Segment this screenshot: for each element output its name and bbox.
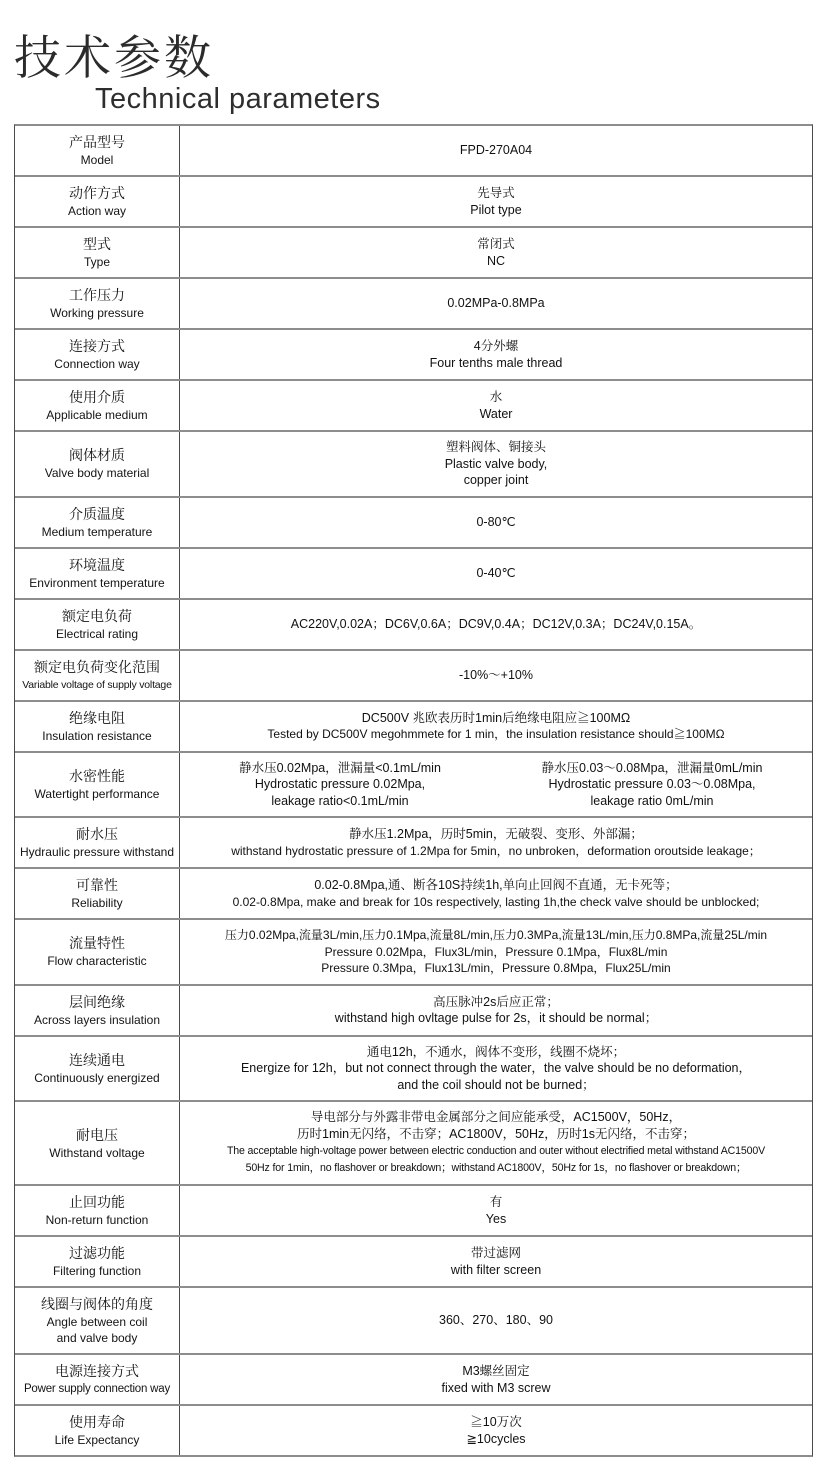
param-label-zh: 介质温度 [69,505,125,522]
table-row [15,818,812,869]
table-row [15,986,812,1037]
table-row [15,1186,812,1237]
page-title-en: Technical parameters [95,83,381,115]
value-line: 高压脉冲2s后应正常； [433,994,559,1009]
param-value-cell [179,432,812,496]
param-value-cell [179,1288,812,1353]
param-label-cell [15,1037,179,1101]
value-line: 先导式 [477,186,515,200]
param-value-cell [179,498,812,547]
param-label-en: Action way [67,204,127,218]
value-line: 导电部分与外露非带电金属部分之间应能承受，AC1500V，50Hz， [310,1110,682,1124]
param-label-en: Across layers insulation [33,1012,161,1027]
param-value-cell [179,1237,812,1286]
value-line: 通电12h，不通水，阀体不变形，线圈不烧坏； [366,1044,626,1059]
value-line: leakage ratio 0mL/min [590,793,714,808]
param-label-cell [15,279,179,328]
param-label-zh: 可靠性 [76,877,118,893]
value-line: withstand high ovltage pulse for 2s，it should be normal； [334,1011,658,1025]
param-label-zh: 使用寿命 [69,1414,125,1430]
param-label-en: Reliability [71,896,123,910]
value-line: 带过滤网 [470,1246,521,1260]
param-label-en: Working pressure [50,306,144,320]
param-label-zh: 使用介质 [69,389,125,405]
value-line: Pressure 0.02Mpa，Flux3L/min，Pressure 0.1Mpa，Flux8L/min [324,944,668,959]
table-row [15,1037,812,1103]
value-line: ≧10万次 [470,1415,522,1429]
param-label-zh: 连续通电 [69,1051,125,1068]
table-row [15,432,812,498]
param-value-cell [179,600,812,649]
table-row [15,279,812,330]
param-label-zh: 环境温度 [69,556,125,573]
param-value-cell [179,126,812,175]
table-row [15,1237,812,1288]
param-label-cell [15,228,179,277]
param-value-cell [179,986,812,1035]
param-label-cell [15,549,179,598]
param-label-en: Power supply connection way [23,1383,171,1395]
param-label-en: Filtering function [52,1264,142,1278]
param-label-cell [15,1186,179,1235]
value-line: The acceptable high-voltage power between electric conduction and outer without electrified metal withstand AC1500V [226,1145,766,1157]
param-label-cell [15,432,179,496]
table-row [15,702,812,753]
param-value-cell [179,753,812,817]
table-row [15,126,812,177]
value-line: 360、270、180、90 [439,1313,553,1328]
param-label-en: Variable voltage of supply voltage [22,678,172,691]
table-row [15,1288,812,1355]
table-row [15,381,812,432]
param-value-cell [179,177,812,226]
param-label-zh: 产品型号 [69,134,125,150]
param-label-en: Valve body material [44,466,150,481]
param-label-en: Model [80,153,114,167]
table-row [15,549,812,600]
value-line: Energize for 12h，but not connect through the water，the valve should be no deformation， [240,1061,752,1075]
value-line: FPD-270A04 [459,143,533,158]
param-label-zh: 额定电负荷变化范围 [34,658,160,675]
param-label-cell [15,1355,179,1404]
param-value-cell [179,381,812,430]
param-label-cell [15,1288,179,1353]
param-label-cell [15,869,179,918]
param-label-en: Connection way [54,357,140,371]
param-label-en: Insulation resistance [42,728,152,743]
param-label-zh: 耐电压 [76,1126,118,1143]
table-row [15,1355,812,1406]
param-value-cell [179,1186,812,1235]
param-value-cell [179,1355,812,1404]
value-line: withstand hydrostatic pressure of 1.2Mpa for 5min，no unbroken，deformation oroutside leakage； [231,843,761,858]
value-line: 50Hz for 1min，no flashover or breakdown；withstand AC1800V，50Hz for 1s，no flashover or breakdown； [245,1162,747,1174]
table-row [15,651,812,702]
value-line: NC [486,253,506,268]
table-row [15,600,812,651]
value-line: 有 [489,1195,503,1209]
table-row [15,1406,812,1455]
value-line: fixed with M3 screw [441,1380,551,1395]
value-line: AC220V,0.02A；DC6V,0.6A；DC9V,0.4A；DC12V,0.3A；DC24V,0.15A。 [290,616,702,631]
value-line: Hydrostatic pressure 0.02Mpa, [254,777,426,791]
value-line: copper joint [463,473,529,487]
value-line: 静水压0.03～0.08Mpa，泄漏量0mL/min [541,760,763,775]
value-line: -10%～+10% [459,667,533,682]
table-row [15,1102,812,1186]
param-label-en: Type [83,255,110,269]
value-line: ≧10cycles [466,1431,526,1446]
param-label-zh: 电源连接方式 [55,1363,139,1379]
value-line: 静水压1.2Mpa，历时5min，无破裂、变形、外部漏； [349,827,643,841]
param-label-cell [15,920,179,984]
param-label-cell [15,381,179,430]
table-row [15,330,812,381]
param-value-cell [179,1102,812,1184]
param-label-cell [15,1237,179,1286]
param-label-en: Electrical rating [55,626,139,641]
param-value-cell [179,702,812,751]
spec-table [14,124,813,1457]
param-label-en: Watertight performance [34,786,160,801]
value-line: 静水压0.02Mpa，泄漏量<0.1mL/min [239,760,441,775]
param-label-en: Angle between coil [46,1315,148,1329]
param-label-cell [15,818,179,867]
table-row [15,498,812,549]
value-line: 压力0.02Mpa,流量3L/min,压力0.1Mpa,流量8L/min,压力0.3MPa,流量13L/min,压力0.8MPa,流量25L/min [224,928,768,942]
page-header [14,0,813,116]
param-label-en: Non-return function [45,1213,149,1227]
value-line: DC500V 兆欧表历时1min后绝缘电阻应≧100MΩ [361,710,631,725]
param-label-zh: 动作方式 [69,185,125,201]
value-sub-block [184,760,496,810]
param-value-cell [179,279,812,328]
param-value-cell [179,818,812,867]
value-line: 0.02-0.8Mpa,通、断各10S持续1h,单向止回阀不直通，无卡死等； [314,878,678,892]
param-label-cell [15,1102,179,1184]
param-label-zh: 止回功能 [69,1194,125,1210]
value-line: 水 [489,390,503,404]
param-label-zh: 连接方式 [69,338,125,354]
param-label-cell [15,126,179,175]
param-label-cell [15,498,179,547]
table-row [15,228,812,279]
param-label-zh: 额定电负荷 [62,607,132,624]
value-line: Pressure 0.3Mpa，Flux13L/min，Pressure 0.8Mpa，Flux25L/min [321,961,671,975]
param-label-en: Flow characteristic [47,954,147,969]
param-label-cell [15,986,179,1035]
value-line: Yes [485,1211,507,1226]
param-label-cell [15,177,179,226]
param-label-zh: 耐水压 [76,826,118,842]
value-line: 0-40℃ [476,565,516,580]
value-line: Hydrostatic pressure 0.03～0.08Mpa, [548,777,756,791]
param-label-cell [15,1406,179,1455]
param-value-cell [179,549,812,598]
param-label-zh: 水密性能 [69,767,125,784]
param-label-cell [15,702,179,751]
value-line: and the coil should not be burned； [397,1077,595,1092]
value-line: 4分外螺 [473,339,519,353]
param-label-en: Continuously energized [34,1070,160,1085]
value-line: 塑料阀体、铜接头 [445,440,546,454]
value-sub-block [496,760,808,810]
param-label-zh: 过滤功能 [69,1245,125,1261]
param-label-zh: 工作压力 [69,287,125,303]
param-label-zh: 层间绝缘 [69,993,125,1010]
value-line: 历时1min无闪络，不击穿；AC1800V，50Hz，历时1s无闪络，不击穿； [297,1127,695,1141]
param-label-zh: 型式 [83,236,111,252]
param-value-cell [179,869,812,918]
param-label-zh: 流量特性 [69,935,125,952]
param-label-zh: 阀体材质 [69,447,125,464]
value-line: M3螺丝固定 [462,1364,530,1378]
param-label-cell [15,651,179,700]
table-row [15,869,812,920]
param-value-cell [179,1037,812,1101]
table-row [15,753,812,819]
param-label-en: Applicable medium [46,408,148,422]
value-line: 0.02-0.8Mpa, make and break for 10s respectively, lasting 1h,the check valve should be unblocked; [232,894,760,909]
table-row [15,920,812,986]
param-value-cell [179,651,812,700]
value-line: Four tenths male thread [429,355,563,370]
param-value-cell [179,330,812,379]
param-label-en: Hydraulic pressure withstand [19,845,175,859]
param-label-zh: 线圈与阀体的角度 [41,1296,153,1312]
value-line: Plastic valve body, [444,456,548,471]
param-label-en: Environment temperature [29,575,165,590]
param-value-cell [179,920,812,984]
page-title-zh: 技术参数 [14,31,214,84]
value-line: leakage ratio<0.1mL/min [271,793,409,808]
value-split-container [184,760,808,810]
param-label-cell [15,600,179,649]
param-label-cell [15,753,179,817]
value-line: Water [479,406,513,421]
value-line: 0-80℃ [476,514,516,529]
table-row [15,177,812,228]
value-line: Tested by DC500V megohmmete for 1 min，the insulation resistance should≧100MΩ [267,727,725,741]
param-label-zh: 绝缘电阻 [69,709,125,726]
value-line: 常闭式 [477,237,515,251]
value-line: Pilot type [470,202,522,217]
value-line: with filter screen [450,1262,542,1277]
param-label-en: and valve body [56,1331,138,1345]
param-label-cell [15,330,179,379]
param-label-en: Medium temperature [41,524,153,539]
param-value-cell [179,1406,812,1455]
param-label-en: Life Expectancy [54,1433,140,1447]
value-line: 0.02MPa-0.8MPa [447,296,545,311]
param-label-en: Withstand voltage [49,1145,145,1160]
param-value-cell [179,228,812,277]
